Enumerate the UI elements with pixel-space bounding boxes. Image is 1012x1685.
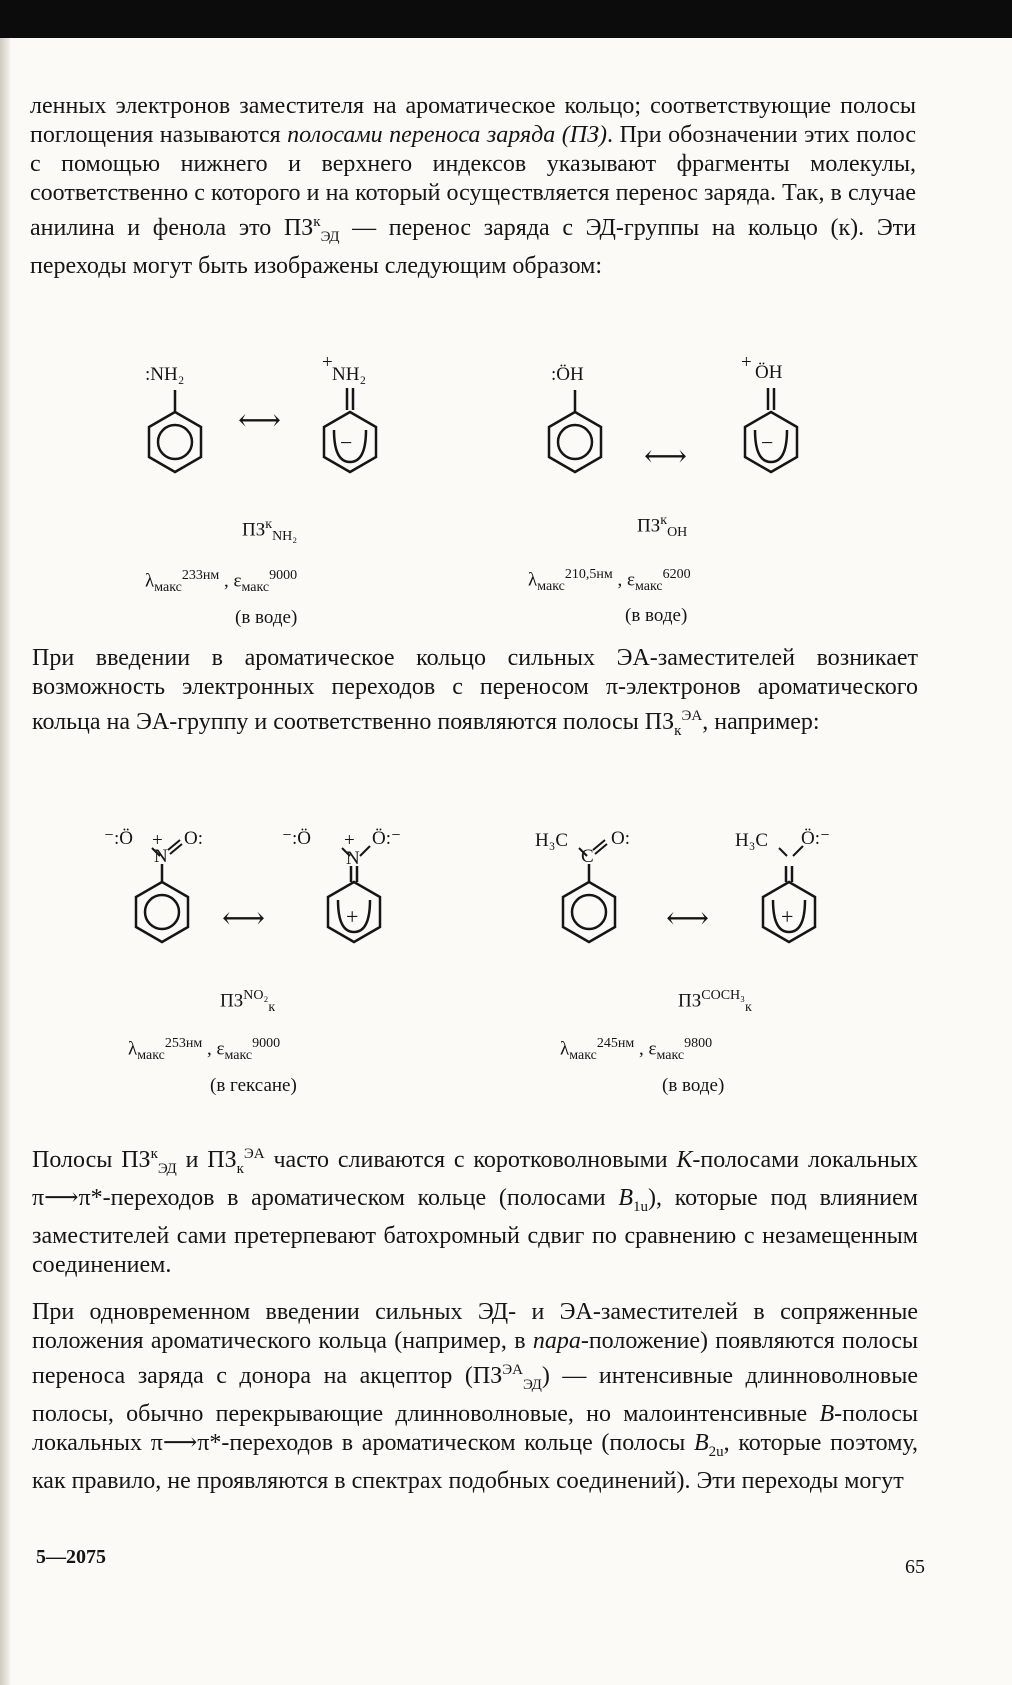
oxygen-label: O:: [184, 828, 203, 849]
p3-text: Полосы ПЗ: [32, 1147, 151, 1173]
p3-text: часто сливаются с коротковолновыми: [264, 1147, 677, 1173]
phenol-structure: [535, 362, 615, 484]
p4-sub: ЭД: [523, 1376, 542, 1393]
solvent-label: (в гексане): [210, 1075, 297, 1096]
scan-top-border: [0, 0, 1012, 38]
paragraph-3: [32, 1140, 918, 1280]
signature-mark: 5—2075: [36, 1546, 106, 1568]
p1-sup: к: [313, 214, 321, 230]
plus-charge: +: [152, 830, 163, 851]
p3-sup: к: [150, 1146, 158, 1162]
phenol-oh-label: :ÖH: [551, 364, 584, 385]
plus-charge: +: [346, 904, 359, 929]
paragraph-4: [32, 1298, 918, 1496]
p2-sub: к: [674, 722, 682, 739]
plus-charge: +: [741, 352, 752, 373]
band-label: $ПЗ^к_{ОН}$: [637, 513, 688, 541]
solvent-label: (в воде): [235, 607, 298, 628]
methyl-label: H₃C: [735, 830, 769, 851]
p1-text-b: . При обозначении этих полос с помощью нижнего и верхнего индексов указывают фрагменты молекулы, соответственно с которого и на который осуществляется перенос заряда. Так, в случае анилина и фенола это ПЗ: [30, 122, 917, 241]
p2-text-b: , например:: [702, 709, 820, 735]
oxygen-label: ⁻:Ö: [104, 828, 134, 849]
lambda-epsilon: $\lambda_{макс}^{210,5нм}$ , $\varepsilon_{макс}^{6200}$: [528, 567, 691, 595]
p1-term-italic: полосами переноса заряда (ПЗ): [287, 122, 607, 148]
p3-text: и ПЗ: [176, 1147, 237, 1173]
p4-sub: 2u: [708, 1443, 724, 1460]
p3-sup: ЭА: [243, 1146, 265, 1162]
p2-text-a: При введении в ароматическое кольцо сильных ЭА-заместителей возникает возможность электронных переходов с переносом π-электронов ароматического кольца на ЭА-группу и соответственно появляются полосы ПЗ: [32, 645, 918, 735]
nitrogen-label: N: [154, 846, 168, 867]
solvent-label: (в воде): [625, 605, 688, 626]
p4-text: -положение) появляются полосы переноса заряда с донора на акцептор (ПЗ: [32, 1328, 918, 1389]
paragraph-1: [30, 92, 916, 281]
aniline-nh2-label: :NH₂: [145, 364, 185, 385]
aniline-quinoid-structure: [310, 352, 390, 484]
resonance-arrow: ⟷: [222, 902, 266, 935]
p2-sup: ЭА: [681, 708, 703, 724]
plus-charge: +: [322, 352, 333, 373]
p4-italic: B: [693, 1429, 709, 1456]
phenol-oh-label: ÖH: [755, 362, 783, 383]
oxygen-label: Ö:⁻: [372, 828, 402, 849]
p3-text: ), которые под влиянием заместителей сами претерпевают батохромный сдвиг по сравнению с незамещенным соединением.: [32, 1184, 918, 1278]
paragraph-2: [32, 644, 918, 746]
p1-text-c: — перенос заряда с ЭД-группы на кольцо (к). Эти переходы могут быть изображены следующим образом:: [30, 215, 916, 279]
p4-italic: B: [819, 1400, 835, 1427]
resonance-arrow: ⟷: [644, 440, 688, 473]
plus-charge: +: [781, 904, 794, 929]
scan-left-edge: [0, 38, 10, 1685]
p3-italic: B: [618, 1184, 633, 1211]
p3-sub: ЭД: [157, 1160, 177, 1177]
lambda-epsilon: $\lambda_{макс}^{253нм}$ , $\varepsilon_{макс}^{9000}$: [128, 1036, 281, 1064]
band-label: $ПЗ^к_{NH_2}$: [242, 517, 298, 545]
p3-italic: К: [676, 1147, 693, 1173]
p4-text: При одновременном введении сильных ЭД- и ЭА-заместителей в сопряженные положения ароматического кольца (например, в: [32, 1299, 918, 1354]
p3-text: -полосами локальных π⟶π*-переходов в ароматическом кольце (полосами: [32, 1147, 919, 1211]
p4-italic: пара: [532, 1328, 581, 1354]
page-number: 65: [905, 1556, 925, 1578]
oxygen-label: O:: [611, 828, 630, 849]
oxygen-label: Ö:⁻: [801, 828, 831, 849]
plus-charge: +: [344, 830, 355, 851]
band-label: $ПЗ^{COCH_3}_к$: [678, 988, 752, 1016]
solvent-label: (в воде): [662, 1075, 725, 1096]
p1-text-a: ленных электронов заместителя на ароматическое кольцо; соответствующие полосы поглощения называются: [30, 93, 916, 148]
aniline-structure: [135, 362, 215, 484]
nitrobenzene-structure: [104, 826, 210, 956]
phenol-quinoid-structure: [731, 352, 811, 484]
p4-text: , которые поэтому, как правило, не проявляются в спектрах подобных соединений). Эти переходы могут: [32, 1429, 919, 1494]
resonance-arrow: ⟷: [666, 902, 710, 935]
lambda-epsilon: $\lambda_{макс}^{245нм}$ , $\varepsilon_{макс}^{9800}$: [560, 1036, 713, 1064]
resonance-arrow: ⟷: [238, 404, 282, 437]
lambda-epsilon: $\lambda_{макс}^{233нм}$ , $\varepsilon_{макс}^{9000}$: [145, 568, 298, 596]
band-label: $ПЗ^{NO_2}_к$: [220, 988, 276, 1016]
p4-text: ) — интенсивные длинноволновые полосы, обычно перекрывающие длинноволновые, но малоинтенсивные: [32, 1363, 918, 1427]
methyl-label: H₃C: [535, 830, 569, 851]
aniline-nh2-label: NH₂: [332, 364, 367, 385]
acetophenone-quinoid-structure: [735, 826, 845, 956]
nitrobenzene-quinoid-structure: [282, 826, 402, 956]
minus-charge: −: [340, 430, 353, 455]
p4-sup: ЭА: [502, 1362, 523, 1378]
carbon-label: C: [581, 846, 594, 867]
minus-charge: −: [761, 430, 774, 455]
p3-sub: 1u: [633, 1198, 648, 1215]
p1-sub: ЭД: [320, 228, 340, 245]
p3-sub: к: [236, 1160, 244, 1177]
p4-text: -полосы локальных π⟶π*-переходов в ароматическом кольце (полосы: [32, 1400, 918, 1456]
acetophenone-structure: [535, 826, 645, 956]
oxygen-label: ⁻:Ö: [282, 828, 312, 849]
nitrogen-label: N: [346, 848, 360, 869]
